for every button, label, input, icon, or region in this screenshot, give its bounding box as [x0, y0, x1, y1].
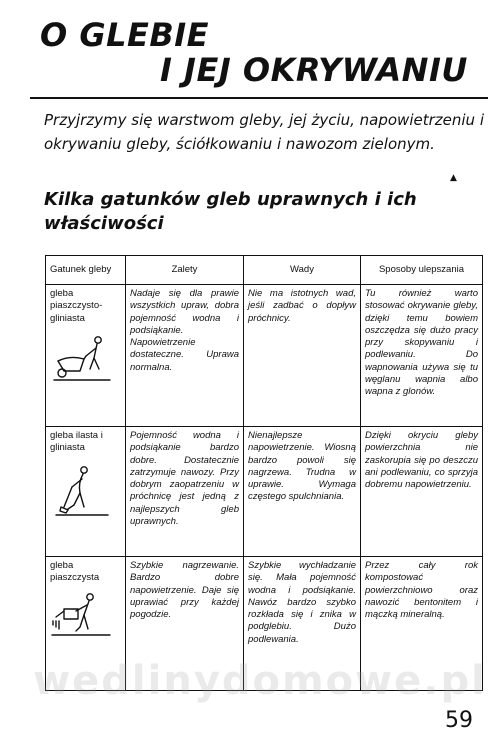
header-cons: Wady	[244, 256, 361, 285]
soil-name: gleba piaszczysto-gliniasta	[50, 288, 103, 324]
soil-cell	[46, 427, 126, 557]
pros-cell: Nadaje się dla prawie wszystkich upraw, dobra pojemność wodna i podsiąkanie. Napowietrzenie dostateczne. Uprawa normalna.	[126, 285, 244, 427]
person-watering-icon	[50, 591, 114, 643]
header-pros: Zalety	[126, 256, 244, 285]
soil-cell	[46, 557, 126, 691]
section-subtitle: Kilka gatunków gleb uprawnych i ich właściwości	[44, 189, 417, 234]
pros-cell: Szybkie nagrzewanie. Bardzo dobre napowietrzenie. Daje się uprawiać przy każdej pogodzie.	[126, 557, 244, 691]
person-digging-icon	[50, 461, 114, 521]
table-row	[46, 427, 483, 557]
person-with-wheelbarrow-icon	[50, 331, 114, 387]
pros-cell: Pojemność wodna i podsiąkanie bardzo dobre. Dostatecznie zatrzymuje nawozy. Przy dobrym zaopatrzeniu w próchnicę jest jedną z najlepszych gleb uprawnych.	[126, 427, 244, 557]
title-line-2: I JEJ OKRYWANIU	[160, 51, 468, 89]
cons-cell: Nienajlepsze napowietrzenie. Wiosną bardzo powoli się nagrzewa. Trudna w uprawie. Wymaga częstego spulchniania.	[244, 427, 361, 557]
table-row	[46, 285, 483, 427]
soil-cell	[46, 285, 126, 427]
improve-cell: Dzięki okryciu gleby powierzchnia nie zaskorupia się po deszczu ani podlewaniu, co sprzyja dobremu napowietrzeniu.	[361, 427, 483, 557]
improve-cell: Tu również warto stosować okrywanie gleby, dzięki temu bowiem oszczędza się dużo pracy przy skopywaniu i podlewaniu. Do wapnowania używa się tu węglanu wapnia albo wapna z glonów.	[361, 285, 483, 427]
cons-cell: Szybkie wychładzanie się. Mała pojemność wodna i podsiąkanie. Nawóz bardzo szybko rozkłada się i znika w podglebiu. Dużo podlewania.	[244, 557, 361, 691]
table-row	[46, 557, 483, 691]
improve-cell: Przez cały rok kompostować powierzchniowo oraz nawozić bentonitem i mączką mineralną.	[361, 557, 483, 691]
title-line-1: O GLEBIE	[40, 16, 210, 54]
header-soil-type: Gatunek gleby	[46, 256, 126, 285]
intro-text: Przyjrzymy się warstwom gleby, jej życiu, napowietrzeniu i okrywaniu gleby, ściółkowaniu i nawozom zielonym.	[44, 111, 484, 153]
soil-types-table	[45, 255, 483, 691]
watermark: wedlinydomowe.pl	[33, 658, 487, 704]
table-header-row	[46, 256, 483, 285]
page-title	[40, 18, 490, 88]
intro-paragraph	[44, 108, 484, 183]
soil-name: gleba ilasta i gliniasta	[50, 430, 103, 454]
soil-name: gleba piaszczysta	[50, 560, 100, 584]
header-improvements: Sposoby ulepszania	[361, 256, 483, 285]
cons-cell: Nie ma istotnych wad, jeśli zadbać o dopływ próchnicy.	[244, 285, 361, 427]
page-number: 59	[445, 708, 473, 733]
title-divider	[30, 97, 488, 99]
triangle-bullet-icon: ▲	[450, 173, 457, 183]
